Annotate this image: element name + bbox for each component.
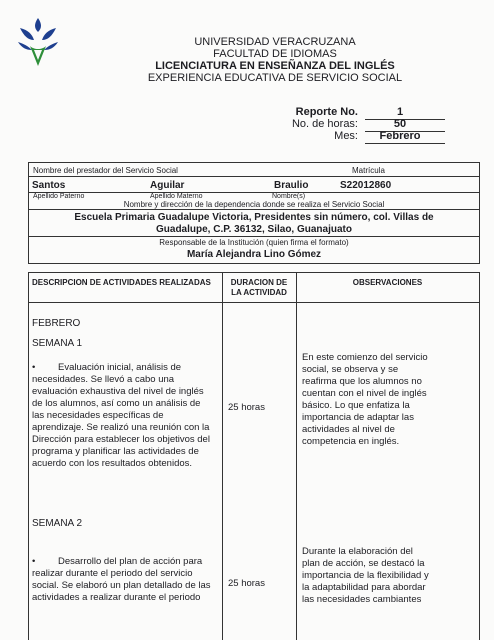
apellido-materno: Aguilar bbox=[150, 180, 185, 191]
week1-line: necesidades. Se llevó a cabo una bbox=[32, 374, 175, 385]
week1-line: Dirección para establecer los objetivos del bbox=[32, 434, 210, 445]
apellido-materno-label: Apellido Materno bbox=[150, 193, 203, 200]
reporte-value: 1 bbox=[396, 106, 404, 118]
reporte-label: Reporte No. bbox=[295, 106, 358, 118]
week1-line: Evaluación inicial, análisis de bbox=[58, 362, 182, 373]
week1-title: SEMANA 1 bbox=[32, 338, 83, 349]
week2-obs: la adaptabilidad para abordar bbox=[302, 582, 426, 593]
mes-label: Mes: bbox=[334, 130, 358, 142]
week2-obs: las necesidades cambiantes bbox=[302, 594, 422, 605]
week2-bullet: • bbox=[32, 556, 36, 567]
experience-name: EXPERIENCIA EDUCATIVA DE SERVICIO SOCIAL bbox=[147, 72, 403, 84]
week1-line: acuerdo con los resultados obtenidos. bbox=[32, 458, 193, 469]
degree-name: LICENCIATURA EN ENSEÑANZA DEL INGLÉS bbox=[155, 60, 395, 72]
nombre-label: Nombre(s) bbox=[272, 193, 306, 200]
responsable-label: Responsable de la Institución (quien firma el formato) bbox=[159, 238, 349, 247]
matricula: S22012860 bbox=[340, 180, 392, 191]
col-actividades-header: DESCRIPCION DE ACTIVIDADES REALIZADAS bbox=[32, 278, 211, 287]
provider-name-label: Nombre del prestador del Servicio Social bbox=[33, 166, 178, 175]
horas-label: No. de horas: bbox=[291, 118, 358, 130]
week2-obs: importancia de la flexibilidad y bbox=[302, 570, 429, 581]
week1-obs: reafirma que los alumnos no bbox=[302, 376, 422, 387]
week1-obs: actividades al nivel de bbox=[302, 424, 395, 435]
week1-line: evaluación exhaustiva del nivel de inglés bbox=[32, 386, 204, 397]
month-label: FEBRERO bbox=[32, 318, 81, 329]
week1-duration: 25 horas bbox=[228, 402, 265, 413]
week1-line: de los alumnos, así como un análisis de bbox=[32, 398, 201, 409]
week2-line: social. Se elaboró un plan detallado de las bbox=[32, 580, 211, 591]
dependencia-label: Nombre y dirección de la dependencia donde se realiza el Servicio Social bbox=[123, 200, 385, 209]
col-duracion-header-2: LA ACTIVIDAD bbox=[231, 288, 287, 297]
apellido-paterno: Santos bbox=[32, 180, 66, 191]
responsable: María Alejandra Lino Gómez bbox=[186, 249, 322, 260]
week1-obs: social, se observa y se bbox=[302, 364, 399, 375]
week1-obs: básico. Lo que enfatiza la bbox=[302, 400, 410, 411]
week1-line: aprendizaje. Se realizó una reunión con la bbox=[32, 422, 210, 433]
university-logo bbox=[16, 14, 60, 74]
dependencia-line1: Escuela Primaria Guadalupe Victoria, Presidentes sin número, col. Villas de bbox=[74, 212, 434, 223]
week1-obs: competencia en inglés. bbox=[302, 436, 400, 447]
nombre: Braulio bbox=[274, 180, 309, 191]
week1-obs: cuentan con el nivel de inglés bbox=[302, 388, 427, 399]
week1-bullet: • bbox=[32, 362, 36, 373]
week1-line: las necesidades específicas de bbox=[32, 410, 164, 421]
university-name: UNIVERSIDAD VERACRUZANA bbox=[194, 36, 356, 48]
faculty-name: FACULTAD DE IDIOMAS bbox=[213, 48, 337, 60]
week2-title: SEMANA 2 bbox=[32, 518, 83, 529]
week2-line: Desarrollo del plan de acción para bbox=[58, 556, 203, 567]
col-observaciones-header: OBSERVACIONES bbox=[352, 278, 423, 287]
week2-obs: plan de acción, se destacó la bbox=[302, 558, 425, 569]
matricula-label: Matrícula bbox=[352, 166, 385, 175]
week2-line: realizar durante el periodo del servicio bbox=[32, 568, 193, 579]
week2-obs: Durante la elaboración del bbox=[302, 546, 413, 557]
mes-value: Febrero bbox=[379, 130, 421, 142]
week2-duration: 25 horas bbox=[228, 578, 265, 589]
horas-value: 50 bbox=[393, 118, 407, 130]
week1-obs: importancia de adaptar las bbox=[302, 412, 414, 423]
col-duracion-header-1: DURACION DE bbox=[230, 278, 288, 287]
week1-line: programa y planificar las actividades de bbox=[32, 446, 199, 457]
week1-obs: En este comienzo del servicio bbox=[302, 352, 428, 363]
week2-line: actividades a realizar durante el periodo bbox=[32, 592, 201, 603]
dependencia-line2: Guadalupe, C.P. 36132, Silao, Guanajuato bbox=[156, 224, 352, 235]
apellido-paterno-label: Apellido Paterno bbox=[33, 193, 85, 200]
